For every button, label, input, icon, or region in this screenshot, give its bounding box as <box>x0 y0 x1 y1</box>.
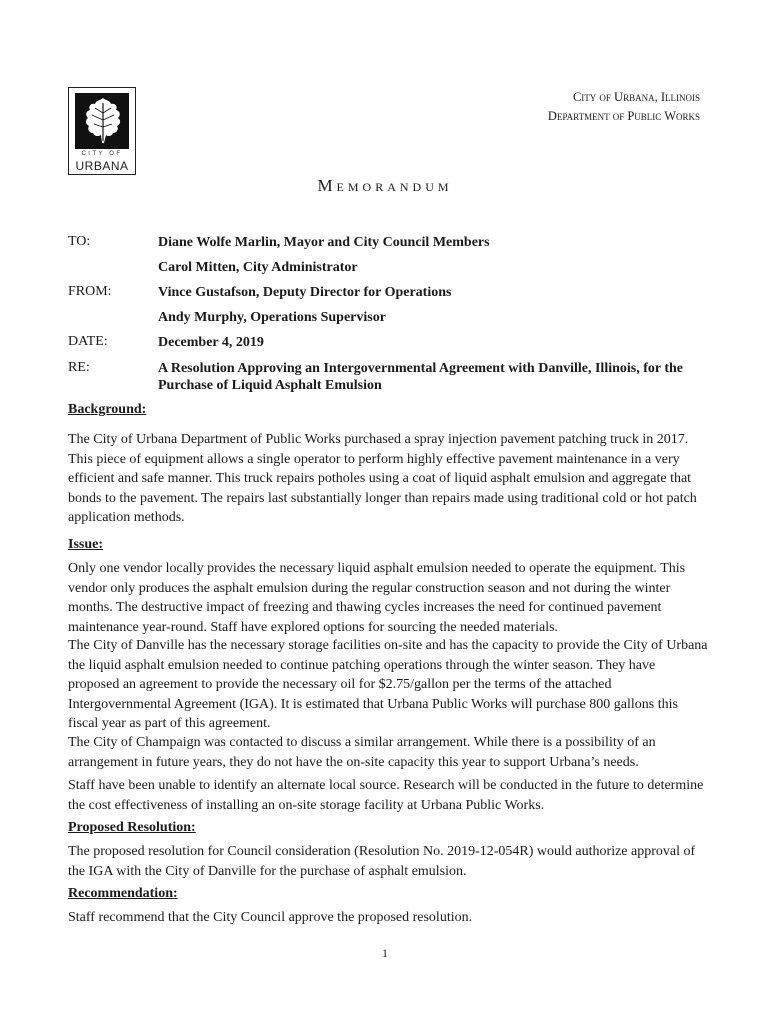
department-name: Department of Public Works <box>547 109 700 123</box>
from-sender-2: Andy Murphy, Operations Supervisor <box>158 310 386 325</box>
department-city: City of Urbana, Illinois <box>572 90 700 104</box>
date-value: December 4, 2019 <box>158 335 264 350</box>
re-label: RE: <box>68 360 90 375</box>
to-recipient-2: Carol Mitten, City Administrator <box>158 260 358 275</box>
logo-urbana: URBANA <box>75 159 129 173</box>
logo-city-of: CITY OF <box>81 151 123 157</box>
issue-heading: Issue: <box>68 537 104 552</box>
issue-paragraph-4: Staff have been unable to identify an alternate local source. Research will be conducted in the future to determine the cost effectiveness of installing an on-site storage facility at Urbana Public Works. <box>68 778 704 813</box>
proposed-resolution-heading: Proposed Resolution: <box>68 820 196 835</box>
department-heading <box>548 88 700 126</box>
issue-paragraph-3: The City of Champaign was contacted to discuss a similar arrangement. While there is a possibility of an arrangement in future years, they do not have the on-site capacity this year to support Urbana’s needs. <box>68 735 656 770</box>
memo-title: Memorandum <box>317 176 453 195</box>
to-recipient-1: Diane Wolfe Marlin, Mayor and City Council Members <box>158 235 490 250</box>
background-paragraph: The City of Urbana Department of Public Works purchased a spray injection pavement patching truck in 2017. This piece of equipment allows a single operator to perform highly effective pavement maintenance in a very efficient and safe manner. This truck repairs potholes using a coat of liquid asphalt emulsion and aggregate that bonds to the pavement. The repairs last substantially longer than repairs made using traditional cold or hot patch application methods. <box>68 432 697 525</box>
to-label: TO: <box>68 234 91 249</box>
date-label: DATE: <box>68 334 108 349</box>
recommendation-paragraph: Staff recommend that the City Council approve the proposed resolution. <box>68 910 473 925</box>
page-number: 1 <box>382 946 388 960</box>
from-label: FROM: <box>68 284 112 299</box>
recommendation-heading: Recommendation: <box>68 886 178 901</box>
oak-leaf-icon <box>75 93 129 149</box>
city-logo <box>68 87 136 175</box>
background-heading: Background: <box>68 402 147 417</box>
proposed-resolution-paragraph: The proposed resolution for Council consideration (Resolution No. 2019-12-054R) would authorize approval of the IGA with the City of Danville for the purchase of asphalt emulsion. <box>68 844 696 879</box>
issue-paragraph-2: The City of Danville has the necessary storage facilities on-site and has the capacity to provide the City of Urbana the liquid asphalt emulsion needed to continue patching operations through the winter season. They have proposed an agreement to provide the necessary oil for $2.75/gallon per the terms of the attached Intergovernmental Agreement (IGA). It is estimated that Urbana Public Works will purchase 800 gallons this fiscal year as part of this agreement. <box>68 638 708 731</box>
issue-paragraph-1: Only one vendor locally provides the necessary liquid asphalt emulsion needed to operate the equipment. This vendor only produces the asphalt emulsion during the regular construction season and not during the winter months. The destructive impact of freezing and thawing cycles increases the need for continued pavement maintenance year-round. Staff have explored options for sourcing the needed materials. <box>68 561 686 635</box>
re-subject: A Resolution Approving an Intergovernmental Agreement with Danville, Illinois, for the Purchase of Liquid Asphalt Emulsion <box>158 361 684 393</box>
from-sender-1: Vince Gustafson, Deputy Director for Operations <box>158 285 452 300</box>
